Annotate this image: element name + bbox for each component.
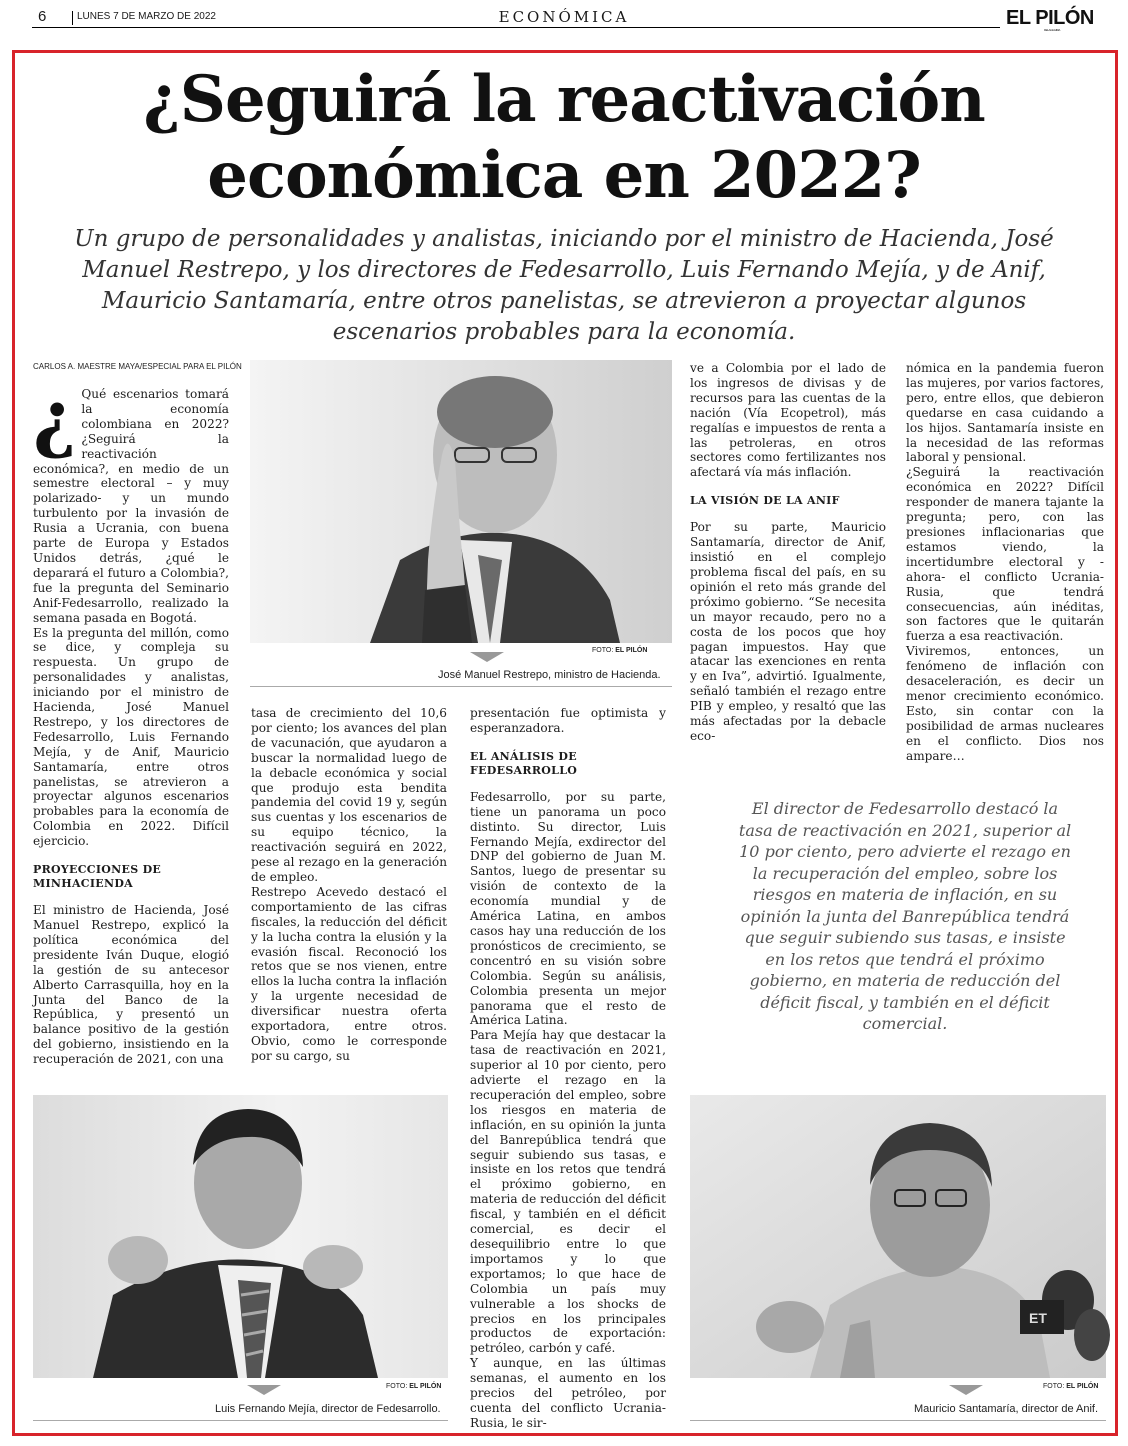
subhead-fedesarrollo: EL ANÁLISIS DE FEDESARROLLO: [470, 749, 578, 777]
issue-date: LUNES 7 DE MARZO DE 2022: [72, 11, 216, 25]
svg-text:ET: ET: [1029, 1310, 1047, 1326]
col4-paragraph-2: Por su parte, Mauricio Santamaría, director de Anif, insistió en el complejo problema fiscal del país, en su opinión el reto más grande del próximo gobierno. “Se necesita un mayor recaudo, pero no a costa de los pocos que hoy pagan impuestos. Hay que atacar las exenciones en renta y en Iva”, advirtió. Igualmente, señaló también el rezago entre PIB y empleo, y resaltó que las más afectadas por la debacle eco-: [690, 520, 886, 743]
restrepo-portrait: [250, 360, 672, 643]
col5-paragraph-2: ¿Seguirá la reactivación económica en 2022? Difícil responder de manera tajante la pregunta; pero, con las presiones inflacionarias que estamos viendo, la incertidumbre electoral y -ahora- el conflicto Ucrania-Rusia, que tendrá consecuencias, aún inéditas, son factores que le quitarán fuerza a esa reactivación.: [906, 465, 1104, 644]
dropcap: ¿: [33, 376, 77, 462]
caption-rule-santamaria: [690, 1420, 1106, 1421]
credit-label: FOTO:: [592, 647, 614, 654]
col2-paragraph-2: Restrepo Acevedo destacó el comportamiento de las cifras fiscales, la reducción del déficit y la lucha contra la elusión y la evasión fiscal. Reconoció los retos que se nos vienen, entre ellos la lucha contra la inflación y la urgente necesidad de diversificar nuestra oferta exportadora, entre otros. Obvio, como le corresponde por su cargo, su: [251, 884, 447, 1063]
col1-paragraph-2: Es la pregunta del millón, como se dice, y compleja su respuesta. Un grupo de personalidades y analistas, iniciando por el ministro de Hacienda, José Manuel Restrepo, y los directores de Fedesarrollo, Luis Fernando Mejía, y de Anif, Mauricio Santamaría, entre otros panelistas, se atrevieron a proyectar algunos escenarios probables para la economía de Colombia en 2022. Difícil ejercicio.: [33, 625, 229, 849]
header-rule: [32, 27, 1000, 28]
mejia-portrait: [33, 1095, 448, 1378]
column-2: [251, 706, 447, 1068]
col3-paragraph-1: presentación fue optimista y esperanzadora.: [470, 706, 666, 735]
credit-source: EL PILÓN: [409, 1383, 442, 1390]
column-3: [470, 706, 667, 1430]
photo-credit-mejia: [386, 1383, 441, 1390]
photo-credit-restrepo: [592, 647, 647, 654]
credit-source: EL PILÓN: [615, 647, 648, 654]
deck-subtitle: Un grupo de personalidades y analistas, iniciando por el ministro de Hacienda, José Manuel Restrepo, y los directores de Fedesarrollo, Luis Fernando Mejía, y de Anif, Mauricio Santamaría, entre otros panelistas, se atrevieron a proyectar algunos escenarios probables para la economía.: [74, 226, 1054, 345]
caption-rule-mejia: [33, 1420, 448, 1421]
column-4: [690, 361, 886, 745]
subhead-anif: LA VISIÓN DE LA ANIF: [690, 494, 840, 508]
col1-paragraph-1: Qué escenarios tomará la economía colombiana en 2022? ¿Seguirá la reactivación económica?, en medio de un semestre electoral – y muy polarizado- y un mundo turbulento por la invasión de Rusia a Ucrania, con buena parte de Europa y Estados Unidos detrás, ¿qué le deparará el futuro a Colombia?, fue la pregunta del Seminario Anif-Fedesarrollo, realizado la semana pasada en Bogotá.: [33, 387, 229, 625]
col3-paragraph-2: Fedesarrollo, por su parte, tiene un panorama un poco distinto. Su director, Luis Fernando Mejía, exdirector del DNP del gobierno de Juan M. Santos, luego de presentar su visión de contexto de la economía mundial y de América Latina, en ambos casos hay una reducción de los pronósticos de crecimiento, se concentró en su visión sobre Colombia. Según su análisis, Colombia presenta un mejor panorama que el resto de América Latina.: [470, 789, 666, 1028]
headline: [20, 62, 1108, 214]
logo-subtitle: DE LA GUAJIRA: [1044, 28, 1060, 32]
caption-santamaria: Mauricio Santamaría, director de Anif.: [914, 1403, 1099, 1415]
photo-restrepo: [250, 360, 672, 643]
pull-quote: El director de Fedesarrollo destacó la tasa de reactivación en 2021, superior al 10 por ciento, pero advierte el rezago en la recuperación del empleo, sobre los riesgos en materia de inflación, en su opinión la junta del Banrepública tendrá que seguir subiendo sus tasas, e insiste en los retos que tendrá el próximo gobierno, en materia de reducción del déficit fiscal, y también en el déficit comercial.: [738, 799, 1072, 1033]
caption-restrepo: José Manuel Restrepo, ministro de Hacienda.: [438, 669, 661, 681]
col5-paragraph-1: nómica en la pandemia fueron las mujeres, por varios factores, pero, entre ellos, que debieron quedarse en casa cuidando a los hijos. Santamaría insiste en la necesidad de las reformas laboral y pensional.: [906, 361, 1104, 465]
col1-paragraph-3: El ministro de Hacienda, José Manuel Restrepo, explicó la política económica del presidente Iván Duque, elogió la gestión de su antecesor Alberto Carrasquilla, hoy en la Junta del Banco de la República, y presentó un balance positivo de la gestión del gobierno, insistiendo en la recuperación de 2021, con una: [33, 903, 229, 1067]
col4-paragraph-1: ve a Colombia por el lado de los ingresos de divisas y de recursos para las cuentas de la nación (Vía Ecopetrol), más regalías e impuestos de renta a las petroleras, en otros sectores como fertilizantes nos afectará vía más inflación.: [690, 361, 886, 480]
col2-paragraph-1: tasa de crecimiento del 10,6 por ciento; los avances del plan de vacunación, que ayudaron a buscar la normalidad luego de la debacle económica y social que produjo esta bendita pandemia del covid 19 y, según sus cuentas y los escenarios de su equipo técnico, la reactivación seguirá en 2022, pese al rezago en la generación de empleo.: [251, 706, 447, 884]
caption-rule-restrepo: [250, 686, 672, 687]
newspaper-logo: [1006, 7, 1094, 32]
column-1: [33, 376, 229, 1067]
section-name: ECONÓMICA: [498, 8, 630, 26]
caption-mejia: Luis Fernando Mejía, director de Fedesarrollo.: [215, 1403, 441, 1415]
logo-text: EL PILÓN: [1006, 7, 1094, 29]
col5-paragraph-3: Viviremos, entonces, un fenómeno de inflación con desaceleración, es decir un menor crecimiento económico. Esto, sin contar con la posibilidad de armas nucleares en el conflicto. Dios nos ampare…: [906, 644, 1104, 763]
page-number: 6: [38, 8, 47, 25]
photo-mejia: [33, 1095, 448, 1378]
opening-paragraph: [33, 376, 229, 626]
col3-paragraph-4: Y aunque, en las últimas semanas, el aumento en los precios del petróleo, por cuenta del conflicto Ucrania-Rusia, le sir-: [470, 1356, 666, 1430]
caption-marker-santamaria: [949, 1385, 983, 1395]
col3-paragraph-3: Para Mejía hay que destacar la tasa de reactivación en 2021, superior al 10 por ciento, pero advierte el rezago en la recuperación del empleo, sobre los riesgos en materia de inflación, en su opinión la junta del Banrepública tendrá que seguir subiendo sus tasas, e insiste en los retos que tendrá el próximo gobierno, en materia de reducción del déficit fiscal, y también en el déficit comercial, es decir el desequilibrio entre lo que importamos y lo que exportamos; lo que hace de Colombia un país muy vulnerable a los shocks de precios en los principales productos de exportación: petróleo, carbón y café.: [470, 1028, 667, 1356]
headline-line-1: ¿Seguirá la reactivación: [143, 62, 985, 137]
credit-label: FOTO:: [386, 1383, 408, 1390]
headline-line-2: económica en 2022?: [207, 138, 921, 213]
photo-santamaria: [690, 1095, 1106, 1378]
subhead-minhacienda: PROYECCIONES DE MINHACIENDA: [33, 863, 162, 891]
credit-source: EL PILÓN: [1066, 1383, 1099, 1390]
credit-label: FOTO:: [1043, 1383, 1065, 1390]
column-5: [906, 361, 1104, 763]
santamaria-portrait: [690, 1095, 1106, 1378]
caption-marker-restrepo: [470, 652, 504, 662]
byline: CARLOS A. MAESTRE MAYA/ESPECIAL PARA EL PILÓN: [33, 362, 242, 371]
caption-marker-mejia: [247, 1385, 281, 1395]
photo-credit-santamaria: [1043, 1383, 1098, 1390]
